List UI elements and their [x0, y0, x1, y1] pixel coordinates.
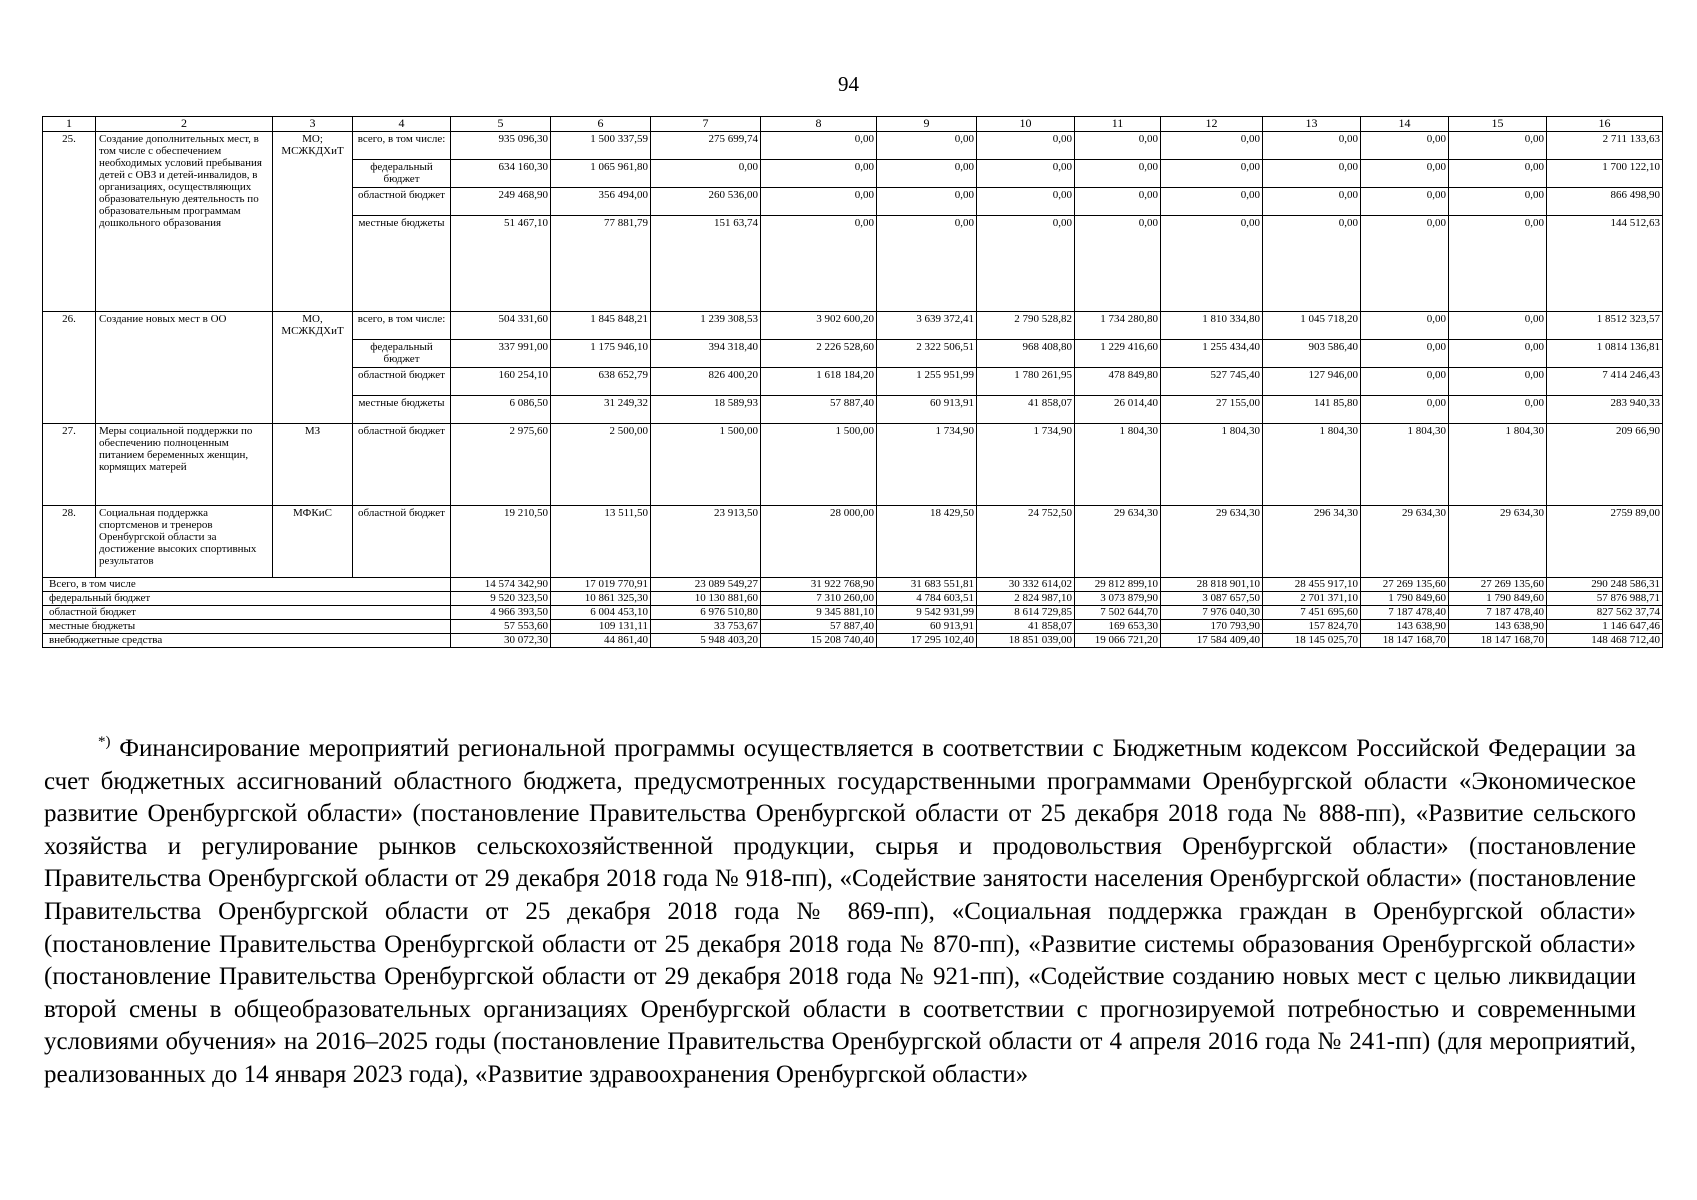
value-cell: 1 734 280,80	[1075, 312, 1161, 340]
total-label: Всего, в том числе	[43, 578, 451, 592]
value-cell: 0,00	[1361, 340, 1449, 368]
value-cell: 0,00	[1075, 216, 1161, 312]
total-value: 10 130 881,60	[651, 592, 761, 606]
value-cell: 0,00	[761, 216, 877, 312]
total-label: местные бюджеты	[43, 620, 451, 634]
value-cell: 0,00	[1263, 216, 1361, 312]
value-cell: 0,00	[1075, 188, 1161, 216]
total-label: федеральный бюджет	[43, 592, 451, 606]
header-cell: 4	[353, 117, 451, 132]
value-cell: 337 991,00	[451, 340, 551, 368]
value-cell: 0,00	[1263, 160, 1361, 188]
value-cell: 1 810 334,80	[1161, 312, 1263, 340]
value-cell: 209 66,90	[1547, 424, 1663, 506]
value-cell: 0,00	[977, 132, 1075, 160]
value-cell: 0,00	[877, 132, 977, 160]
value-cell: 826 400,20	[651, 368, 761, 396]
value-cell: 60 913,91	[877, 396, 977, 424]
total-value: 3 073 879,90	[1075, 592, 1161, 606]
total-value: 4 966 393,50	[451, 606, 551, 620]
value-cell: 3 639 372,41	[877, 312, 977, 340]
footnote-text: Финансирование мероприятий региональной программы осуществляется в соответствии с Бюджетным кодексом Российской Федерации за счет бюджетных ассигнований областного бюджета, предусмотренных государственными программами Оренбургской области «Экономическое развитие Оренбургской области» (постановление Правительства Оренбургской области от 25 декабря 2018 года № 888-пп), «Развитие сельского хозяйства и регулирование рынков сельскохозяйственной продукции, сырья и продовольствия Оренбургской области» (постановление Правительства Оренбургской области от 29 декабря 2018 года № 918-пп), «Содействие занятости населения Оренбургской области» (постановление Правительства Оренбургской области от 25 декабря 2018 года № 869-пп), «Социальная поддержка граждан в Оренбургской области» (постановление Правительства Оренбургской области от 25 декабря 2018 года № 870-пп), «Развитие системы образования Оренбургской области» (постановление Правительства Оренбургской области от 29 декабря 2018 года № 921-пп), «Содействие созданию новых мест с целью ликвидации второй смены в общеобразовательных организациях Оренбургской области в соответствии с прогнозируемой потребностью и современными условиями обучения» на 2016–2025 годы (постановление Правительства Оренбургской области от 4 апреля 2016 года № 241-пп) (для мероприятий, реализованных до 14 января 2023 года), «Развитие здравоохранения Оренбургской области»	[44, 735, 1637, 1088]
header-cell: 5	[451, 117, 551, 132]
total-value: 17 019 770,91	[551, 578, 651, 592]
value-cell: 968 408,80	[977, 340, 1075, 368]
value-cell: 1 0814 136,81	[1547, 340, 1663, 368]
funding-source: федеральный бюджет	[353, 340, 451, 368]
value-cell: 1 229 416,60	[1075, 340, 1161, 368]
value-cell: 0,00	[1449, 216, 1547, 312]
total-label: областной бюджет	[43, 606, 451, 620]
value-cell: 2 322 506,51	[877, 340, 977, 368]
value-cell: 0,00	[977, 216, 1075, 312]
table-row	[43, 506, 1663, 578]
value-cell: 0,00	[761, 132, 877, 160]
value-cell: 1 734,90	[977, 424, 1075, 506]
value-cell: 160 254,10	[451, 368, 551, 396]
header-cell: 13	[1263, 117, 1361, 132]
value-cell: 0,00	[977, 188, 1075, 216]
value-cell: 0,00	[1361, 132, 1449, 160]
value-cell: 0,00	[1449, 132, 1547, 160]
total-value: 9 542 931,99	[877, 606, 977, 620]
header-cell: 10	[977, 117, 1075, 132]
total-row	[43, 578, 1663, 592]
value-cell: 1 065 961,80	[551, 160, 651, 188]
total-value: 14 574 342,90	[451, 578, 551, 592]
value-cell: 0,00	[1361, 312, 1449, 340]
total-value: 15 208 740,40	[761, 634, 877, 648]
value-cell: 1 239 308,53	[651, 312, 761, 340]
total-value: 18 851 039,00	[977, 634, 1075, 648]
value-cell: 0,00	[1263, 132, 1361, 160]
value-cell: 127 946,00	[1263, 368, 1361, 396]
value-cell: 13 511,50	[551, 506, 651, 578]
total-value: 9 345 881,10	[761, 606, 877, 620]
value-cell: 527 745,40	[1161, 368, 1263, 396]
item-number: 28.	[43, 506, 96, 578]
total-value: 9 520 323,50	[451, 592, 551, 606]
value-cell: 260 536,00	[651, 188, 761, 216]
value-cell: 638 652,79	[551, 368, 651, 396]
header-cell: 14	[1361, 117, 1449, 132]
value-cell: 0,00	[761, 160, 877, 188]
total-value: 6 976 510,80	[651, 606, 761, 620]
footnote-mark: *)	[98, 734, 111, 750]
total-value: 7 187 478,40	[1449, 606, 1547, 620]
value-cell: 0,00	[1361, 368, 1449, 396]
value-cell: 0,00	[1361, 216, 1449, 312]
value-cell: 19 210,50	[451, 506, 551, 578]
total-value: 33 753,67	[651, 620, 761, 634]
total-value: 57 876 988,71	[1547, 592, 1663, 606]
total-value: 30 072,30	[451, 634, 551, 648]
value-cell: 1 804,30	[1161, 424, 1263, 506]
total-value: 28 818 901,10	[1161, 578, 1263, 592]
value-cell: 2 975,60	[451, 424, 551, 506]
value-cell: 77 881,79	[551, 216, 651, 312]
total-label: внебюджетные средства	[43, 634, 451, 648]
value-cell: 1 780 261,95	[977, 368, 1075, 396]
value-cell: 1 734,90	[877, 424, 977, 506]
value-cell: 1 618 184,20	[761, 368, 877, 396]
value-cell: 1 255 951,99	[877, 368, 977, 396]
total-value: 57 887,40	[761, 620, 877, 634]
value-cell: 634 160,30	[451, 160, 551, 188]
header-row	[43, 117, 1663, 132]
total-value: 170 793,90	[1161, 620, 1263, 634]
value-cell: 1 845 848,21	[551, 312, 651, 340]
value-cell: 356 494,00	[551, 188, 651, 216]
total-value: 4 784 603,51	[877, 592, 977, 606]
value-cell: 1 804,30	[1361, 424, 1449, 506]
total-value: 19 066 721,20	[1075, 634, 1161, 648]
value-cell: 29 634,30	[1075, 506, 1161, 578]
total-row	[43, 634, 1663, 648]
item-number: 27.	[43, 424, 96, 506]
total-value: 143 638,90	[1361, 620, 1449, 634]
total-value: 18 147 168,70	[1449, 634, 1547, 648]
value-cell: 394 318,40	[651, 340, 761, 368]
value-cell: 275 699,74	[651, 132, 761, 160]
value-cell: 2759 89,00	[1547, 506, 1663, 578]
total-value: 41 858,07	[977, 620, 1075, 634]
value-cell: 0,00	[1449, 160, 1547, 188]
total-value: 7 310 260,00	[761, 592, 877, 606]
item-number: 26.	[43, 312, 96, 424]
value-cell: 0,00	[1361, 396, 1449, 424]
total-value: 28 455 917,10	[1263, 578, 1361, 592]
funding-source: всего, в том числе:	[353, 312, 451, 340]
value-cell: 26 014,40	[1075, 396, 1161, 424]
value-cell: 0,00	[1449, 396, 1547, 424]
value-cell: 0,00	[877, 160, 977, 188]
value-cell: 1 500 337,59	[551, 132, 651, 160]
total-value: 2 824 987,10	[977, 592, 1075, 606]
value-cell: 0,00	[1361, 188, 1449, 216]
value-cell: 0,00	[1449, 312, 1547, 340]
value-cell: 1 8512 323,57	[1547, 312, 1663, 340]
value-cell: 144 512,63	[1547, 216, 1663, 312]
total-value: 29 812 899,10	[1075, 578, 1161, 592]
item-name: Создание дополнительных мест, в том числе с обеспечением необходимых условий пребывания детей с ОВЗ и детей-инвалидов, в организациях, осуществляющих образовательную деятельность по образовательным программам дошкольного образования	[96, 132, 273, 312]
value-cell: 1 700 122,10	[1547, 160, 1663, 188]
value-cell: 0,00	[1075, 132, 1161, 160]
value-cell: 0,00	[1263, 188, 1361, 216]
total-value: 148 468 712,40	[1547, 634, 1663, 648]
value-cell: 29 634,30	[1449, 506, 1547, 578]
item-executor: МО; МСЖКДХиТ	[273, 132, 353, 312]
value-cell: 2 790 528,82	[977, 312, 1075, 340]
value-cell: 0,00	[1361, 160, 1449, 188]
value-cell: 935 096,30	[451, 132, 551, 160]
total-value: 31 922 768,90	[761, 578, 877, 592]
header-cell: 12	[1161, 117, 1263, 132]
value-cell: 0,00	[761, 188, 877, 216]
total-value: 10 861 325,30	[551, 592, 651, 606]
funding-source: местные бюджеты	[353, 396, 451, 424]
total-row	[43, 620, 1663, 634]
value-cell: 504 331,60	[451, 312, 551, 340]
total-value: 18 147 168,70	[1361, 634, 1449, 648]
value-cell: 7 414 246,43	[1547, 368, 1663, 396]
value-cell: 24 752,50	[977, 506, 1075, 578]
value-cell: 51 467,10	[451, 216, 551, 312]
value-cell: 0,00	[651, 160, 761, 188]
total-value: 60 913,91	[877, 620, 977, 634]
total-value: 7 502 644,70	[1075, 606, 1161, 620]
header-cell: 8	[761, 117, 877, 132]
value-cell: 1 175 946,10	[551, 340, 651, 368]
value-cell: 1 045 718,20	[1263, 312, 1361, 340]
header-cell: 7	[651, 117, 761, 132]
total-value: 157 824,70	[1263, 620, 1361, 634]
total-value: 7 187 478,40	[1361, 606, 1449, 620]
value-cell: 141 85,80	[1263, 396, 1361, 424]
value-cell: 1 804,30	[1263, 424, 1361, 506]
value-cell: 296 34,30	[1263, 506, 1361, 578]
total-row	[43, 606, 1663, 620]
value-cell: 0,00	[1161, 188, 1263, 216]
item-name: Социальная поддержка спортсменов и тренеров Оренбургской области за достижение высоких спортивных результатов	[96, 506, 273, 578]
value-cell: 2 226 528,60	[761, 340, 877, 368]
value-cell: 23 913,50	[651, 506, 761, 578]
total-value: 169 653,30	[1075, 620, 1161, 634]
item-name: Меры социальной поддержки по обеспечению полноценным питанием беременных женщин, кормящих матерей	[96, 424, 273, 506]
total-value: 30 332 614,02	[977, 578, 1075, 592]
value-cell: 1 804,30	[1075, 424, 1161, 506]
value-cell: 1 255 434,40	[1161, 340, 1263, 368]
total-value: 5 948 403,20	[651, 634, 761, 648]
value-cell: 2 500,00	[551, 424, 651, 506]
table-row	[43, 424, 1663, 506]
total-value: 17 584 409,40	[1161, 634, 1263, 648]
total-value: 1 790 849,60	[1361, 592, 1449, 606]
value-cell: 0,00	[977, 160, 1075, 188]
header-cell: 11	[1075, 117, 1161, 132]
total-value: 2 701 371,10	[1263, 592, 1361, 606]
value-cell: 866 498,90	[1547, 188, 1663, 216]
item-name: Создание новых мест в ОО	[96, 312, 273, 424]
funding-source: областной бюджет	[353, 188, 451, 216]
total-value: 17 295 102,40	[877, 634, 977, 648]
header-cell: 2	[96, 117, 273, 132]
value-cell: 903 586,40	[1263, 340, 1361, 368]
value-cell: 283 940,33	[1547, 396, 1663, 424]
total-value: 143 638,90	[1449, 620, 1547, 634]
value-cell: 3 902 600,20	[761, 312, 877, 340]
value-cell: 28 000,00	[761, 506, 877, 578]
value-cell: 27 155,00	[1161, 396, 1263, 424]
value-cell: 0,00	[1075, 160, 1161, 188]
value-cell: 31 249,32	[551, 396, 651, 424]
total-value: 109 131,11	[551, 620, 651, 634]
total-value: 27 269 135,60	[1361, 578, 1449, 592]
table-row	[43, 132, 1663, 160]
value-cell: 0,00	[1449, 188, 1547, 216]
value-cell: 29 634,30	[1161, 506, 1263, 578]
footnote	[44, 733, 1636, 1092]
value-cell: 1 804,30	[1449, 424, 1547, 506]
value-cell: 0,00	[1161, 160, 1263, 188]
total-value: 3 087 657,50	[1161, 592, 1263, 606]
total-value: 1 146 647,46	[1547, 620, 1663, 634]
total-value: 27 269 135,60	[1449, 578, 1547, 592]
total-value: 827 562 37,74	[1547, 606, 1663, 620]
value-cell: 18 589,93	[651, 396, 761, 424]
value-cell: 0,00	[1161, 216, 1263, 312]
total-value: 6 004 453,10	[551, 606, 651, 620]
header-cell: 6	[551, 117, 651, 132]
funding-source: всего, в том числе:	[353, 132, 451, 160]
value-cell: 18 429,50	[877, 506, 977, 578]
total-value: 8 614 729,85	[977, 606, 1075, 620]
total-value: 7 976 040,30	[1161, 606, 1263, 620]
total-value: 1 790 849,60	[1449, 592, 1547, 606]
funding-source: местные бюджеты	[353, 216, 451, 312]
total-value: 18 145 025,70	[1263, 634, 1361, 648]
header-cell: 16	[1547, 117, 1663, 132]
value-cell: 29 634,30	[1361, 506, 1449, 578]
value-cell: 249 468,90	[451, 188, 551, 216]
header-cell: 1	[43, 117, 96, 132]
value-cell: 0,00	[1449, 368, 1547, 396]
total-value: 31 683 551,81	[877, 578, 977, 592]
value-cell: 0,00	[1161, 132, 1263, 160]
value-cell: 0,00	[1449, 340, 1547, 368]
header-cell: 9	[877, 117, 977, 132]
value-cell: 1 500,00	[651, 424, 761, 506]
value-cell: 478 849,80	[1075, 368, 1161, 396]
item-executor: МЗ	[273, 424, 353, 506]
table-row	[43, 312, 1663, 340]
total-value: 23 089 549,27	[651, 578, 761, 592]
item-executor: МФКиС	[273, 506, 353, 578]
value-cell: 1 500,00	[761, 424, 877, 506]
total-value: 290 248 586,31	[1547, 578, 1663, 592]
value-cell: 0,00	[877, 216, 977, 312]
page-number: 94	[838, 72, 859, 96]
funding-source: областной бюджет	[353, 368, 451, 396]
budget-table	[42, 116, 1663, 648]
value-cell: 57 887,40	[761, 396, 877, 424]
header-cell: 3	[273, 117, 353, 132]
item-number: 25.	[43, 132, 96, 312]
value-cell: 2 711 133,63	[1547, 132, 1663, 160]
total-value: 57 553,60	[451, 620, 551, 634]
funding-source: областной бюджет	[353, 506, 451, 578]
total-value: 7 451 695,60	[1263, 606, 1361, 620]
value-cell: 6 086,50	[451, 396, 551, 424]
funding-source: областной бюджет	[353, 424, 451, 506]
value-cell: 41 858,07	[977, 396, 1075, 424]
header-cell: 15	[1449, 117, 1547, 132]
funding-source: федеральный бюджет	[353, 160, 451, 188]
total-row	[43, 592, 1663, 606]
value-cell: 0,00	[877, 188, 977, 216]
item-executor: МО, МСЖКДХиТ	[273, 312, 353, 424]
value-cell: 151 63,74	[651, 216, 761, 312]
total-value: 44 861,40	[551, 634, 651, 648]
